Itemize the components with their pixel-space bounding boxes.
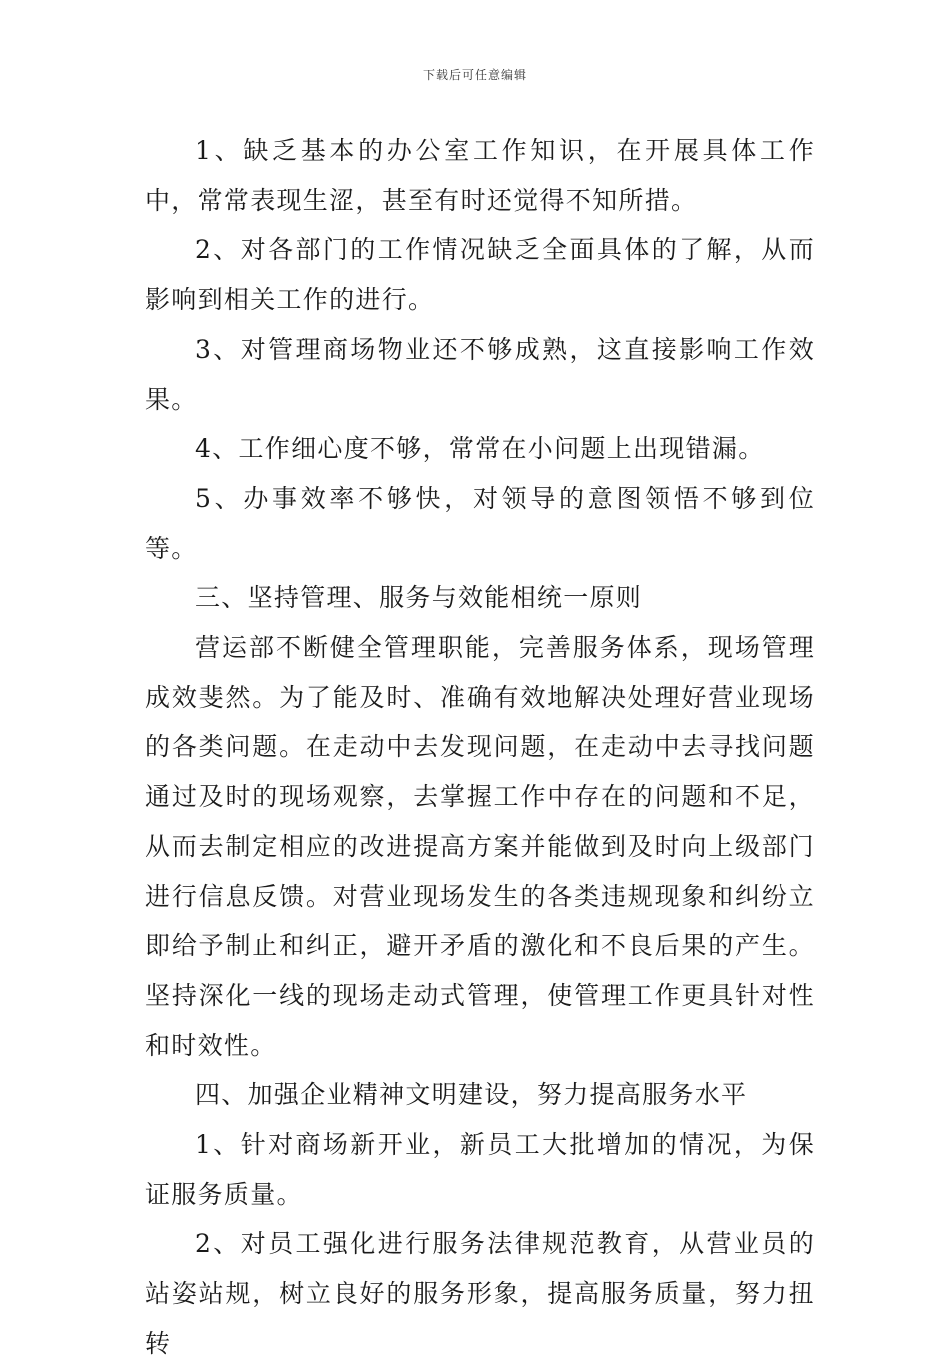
paragraph-item-5: 5、办事效率不够快，对领导的意图领悟不够到位等。 — [145, 483, 815, 563]
paragraph-item-1: 1、缺乏基本的办公室工作知识，在开展具体工作中，常常表现生涩，甚至有时还觉得不知所措。 — [145, 136, 815, 215]
section-heading-3: 三、坚持管理、服务与效能相统一原则 — [195, 583, 643, 613]
paragraph-item-4: 4、工作细心度不够，常常在小问题上出现错漏。 — [195, 434, 765, 464]
section-3-body: 营运部不断健全管理职能，完善服务体系，现场管理成效斐然。为了能及时、准确有效地解决处理好营业现场的各类问题。在走动中去发现问题，在走动中去寻找问题通过及时的现场观察，去掌握工作中存在的问题和不足，从而去制定相应的改进提高方案并能做到及时向上级部门进行信息反馈。对营业现场发生的各类违规现象和纠纷立即给予制止和纠正，避开矛盾的激化和不良后果的产生。坚持深化一线的现场走动式管理，使管理工作更具针对性和时效性。 — [145, 633, 815, 1060]
header-note: 下载后可任意编辑 — [422, 68, 527, 82]
paragraph-item-2: 2、对各部门的工作情况缺乏全面具体的了解，从而影响到相关工作的进行。 — [145, 235, 815, 315]
section-4-item-2: 2、对员工强化进行服务法律规范教育，从营业员的站姿站规，树立良好的服务形象，提高服务质量，努力扭转 — [145, 1229, 815, 1358]
section-heading-4: 四、加强企业精神文明建设，努力提高服务水平 — [195, 1080, 748, 1110]
paragraph-item-3: 3、对管理商场物业还不够成熟，这直接影响工作效果。 — [145, 334, 815, 414]
section-4-item-1: 1、针对商场新开业，新员工大批增加的情况，为保证服务质量。 — [145, 1130, 815, 1209]
document-body — [145, 126, 815, 1369]
